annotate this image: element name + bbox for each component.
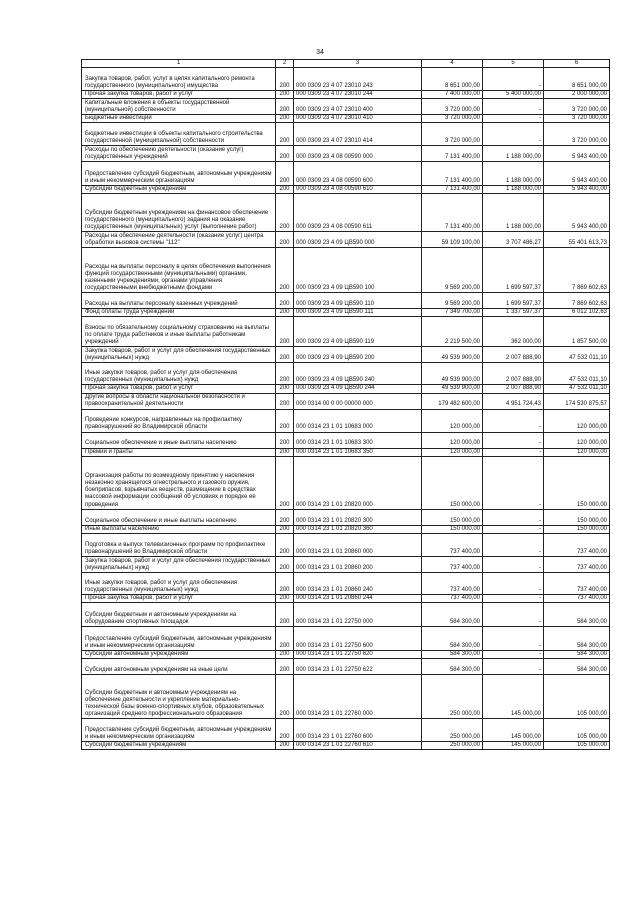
row-approved-amount: 7 131 400,00 [422,162,483,186]
row-remaining-amount: 584 300,00 [544,626,610,650]
row-code: 200 [276,626,294,650]
column-header: 6 [544,60,610,68]
row-code: 200 [276,232,294,248]
row-classification-code: 000 0309 23 4 07 23010 414 [294,123,422,146]
row-remaining-amount: 150 000,00 [544,509,610,525]
row-name: Иные закупки товаров, работ и услуг для обеспечения государственных (муниципальных) нужд [82,363,276,385]
row-code: 200 [276,572,294,594]
row-remaining-amount: 2 000 000,00 [544,91,610,99]
row-classification-code: 000 0309 23 4 09 ЦВ590 240 [294,363,422,385]
row-approved-amount: 737 400,00 [422,572,483,594]
row-classification-code: 000 0314 23 1 01 10683 350 [294,448,422,456]
row-approved-amount: 8 651 000,00 [422,68,483,91]
row-approved-amount: 7 131 400,00 [422,194,483,232]
row-name: Закупка товаров, работ и услуг для обеспечения государственных (муниципальных) нужд [82,347,276,363]
row-remaining-amount: 584 300,00 [544,658,610,674]
row-name: Капитальные вложения в объекты государственной (муниципальной) собственности [82,99,276,115]
row-code: 200 [276,186,294,194]
row-approved-amount: 150 000,00 [422,509,483,525]
row-code: 200 [276,393,294,409]
table-row [82,91,610,99]
row-classification-code: 000 0314 23 1 01 20860 244 [294,594,422,602]
row-classification-code: 000 0314 23 1 01 20820 360 [294,525,422,533]
row-remaining-amount: 5 943 400,00 [544,146,610,162]
row-executed-amount: 2 007 888,90 [483,363,544,385]
row-classification-code: 000 0314 23 1 01 22750 000 [294,602,422,626]
row-classification-code: 000 0309 23 4 09 ЦВ590 119 [294,317,422,347]
table-row [82,718,610,741]
row-classification-code: 000 0314 23 1 01 20820 000 [294,456,422,509]
row-remaining-amount: 3 720 000,00 [544,123,610,146]
row-remaining-amount: 7 869 602,63 [544,248,610,293]
row-name: Бюджетные инвестиции в объекты капитального строительства государственной (муниципальной) собственности [82,123,276,146]
table-row [82,509,610,525]
row-name: Субсидии бюджетным учреждениям [82,186,276,194]
row-classification-code: 000 0314 23 1 01 22750 622 [294,658,422,674]
row-remaining-amount: 47 532 011,10 [544,385,610,393]
row-executed-amount: 362 000,00 [483,317,544,347]
table-row [82,448,610,456]
row-name: Предоставление субсидий бюджетным, автономным учреждениям и иным некоммерческим организациям [82,162,276,186]
row-classification-code: 000 0309 23 4 08 00590 600 [294,162,422,186]
row-name: Иные выплаты населению [82,525,276,533]
row-classification-code: 000 0314 23 1 01 10683 000 [294,409,422,432]
row-code: 200 [276,594,294,602]
table-row [82,741,610,749]
row-executed-amount: - [483,602,544,626]
column-header: 5 [483,60,544,68]
table-row [82,347,610,363]
row-name: Взносы по обязательному социальному страхованию на выплаты по оплате труда работников и иные выплаты работникам учреждений [82,317,276,347]
column-header: 3 [294,60,422,68]
row-code: 200 [276,658,294,674]
row-name: Премии и гранты [82,448,276,456]
row-executed-amount: 2 007 888,90 [483,385,544,393]
row-code: 200 [276,248,294,293]
table-body [82,68,610,750]
row-executed-amount: 3 707 486,27 [483,232,544,248]
row-name: Субсидии бюджетным и автономным учреждениям на обеспечение деятельности и укрепление материально-технической базы военно-спортивных клубов, образовательных организаций среднего профессионального образования [82,674,276,718]
row-approved-amount: 7 131 400,00 [422,146,483,162]
row-remaining-amount: 3 720 000,00 [544,99,610,115]
row-code: 200 [276,115,294,123]
table-row [82,556,610,572]
row-name: Иные закупки товаров, работ и услуг для обеспечения государственных (муниципальных) нужд [82,572,276,594]
row-code: 200 [276,602,294,626]
row-code: 200 [276,194,294,232]
row-code: 200 [276,674,294,718]
row-name: Прочая закупка товаров, работ и услуг [82,385,276,393]
row-classification-code: 000 0314 23 1 01 22750 600 [294,626,422,650]
row-executed-amount: 5 400 000,00 [483,91,544,99]
row-executed-amount: - [483,556,544,572]
row-remaining-amount: 737 400,00 [544,594,610,602]
table-row [82,650,610,658]
row-remaining-amount: 584 300,00 [544,650,610,658]
row-approved-amount: 3 720 000,00 [422,123,483,146]
row-name: Бюджетные инвестиции [82,115,276,123]
row-executed-amount: 1 699 597,37 [483,248,544,293]
row-classification-code: 000 0314 23 1 01 20820 300 [294,509,422,525]
row-classification-code: 000 0309 23 4 08 00590 610 [294,186,422,194]
row-classification-code: 000 0314 23 1 01 10683 300 [294,432,422,448]
row-approved-amount: 584 300,00 [422,658,483,674]
row-approved-amount: 49 539 900,00 [422,363,483,385]
row-code: 200 [276,509,294,525]
row-name: Расходы по обеспечению деятельности (оказание услуг) государственных учреждений [82,146,276,162]
row-executed-amount: 1 188 000,00 [483,162,544,186]
row-name: Закупка товаров, работ и услуг для обеспечения государственных (муниципальных) нужд [82,556,276,572]
row-remaining-amount: 120 000,00 [544,448,610,456]
table-row [82,432,610,448]
row-remaining-amount: 1 857 500,00 [544,317,610,347]
table-row [82,248,610,293]
table-row [82,393,610,409]
row-executed-amount: - [483,594,544,602]
row-executed-amount: - [483,509,544,525]
row-code: 200 [276,347,294,363]
row-remaining-amount: 47 532 011,10 [544,363,610,385]
row-name: Расходы на выплаты персоналу в целях обеспечения выполнения функций государственными (муниципальными) органами, казенными учреждениями, органами управления государственными внебюджетными фондами [82,248,276,293]
row-executed-amount: 145 000,00 [483,674,544,718]
row-remaining-amount: 6 012 102,63 [544,309,610,317]
table-row [82,194,610,232]
row-approved-amount: 179 482 600,00 [422,393,483,409]
row-approved-amount: 2 219 500,00 [422,317,483,347]
row-remaining-amount: 7 869 602,63 [544,293,610,309]
row-code: 200 [276,385,294,393]
row-name: Субсидии бюджетным и автономным учреждениям на оборудование спортивных площадок [82,602,276,626]
table-row [82,602,610,626]
row-executed-amount: - [483,123,544,146]
row-name: Фонд оплаты труда учреждений [82,309,276,317]
row-code: 200 [276,448,294,456]
table-row [82,309,610,317]
row-approved-amount: 120 000,00 [422,448,483,456]
row-executed-amount: - [483,115,544,123]
row-approved-amount: 737 400,00 [422,594,483,602]
row-executed-amount: - [483,409,544,432]
column-header: 1 [82,60,276,68]
row-executed-amount: 2 007 888,90 [483,347,544,363]
row-remaining-amount: 737 400,00 [544,572,610,594]
table-row [82,293,610,309]
row-remaining-amount: 150 000,00 [544,456,610,509]
row-approved-amount: 584 300,00 [422,602,483,626]
row-classification-code: 000 0309 23 4 09 ЦВ590 244 [294,385,422,393]
row-remaining-amount: 5 943 400,00 [544,162,610,186]
row-classification-code: 000 0314 23 1 01 20860 240 [294,572,422,594]
row-code: 200 [276,533,294,556]
row-approved-amount: 7 400 000,00 [422,91,483,99]
row-remaining-amount: 737 400,00 [544,533,610,556]
row-name: Субсидии автономным учреждениям на иные цели [82,658,276,674]
row-classification-code: 000 0314 23 1 01 22760 610 [294,741,422,749]
row-name: Прочая закупка товаров, работ и услуг [82,594,276,602]
row-name: Прочая закупка товаров, работ и услуг [82,91,276,99]
table-row [82,525,610,533]
table-row [82,115,610,123]
row-executed-amount: 1 188 000,00 [483,146,544,162]
table-row [82,363,610,385]
row-executed-amount: - [483,68,544,91]
row-classification-code: 000 0309 23 4 08 00590 611 [294,194,422,232]
row-name: Расходы на обеспечение деятельности (оказание услуг) центра обработки вызовов системы "112" [82,232,276,248]
row-approved-amount: 59 109 100,00 [422,232,483,248]
row-code: 200 [276,363,294,385]
row-approved-amount: 250 000,00 [422,718,483,741]
row-remaining-amount: 3 720 000,00 [544,115,610,123]
row-classification-code: 000 0309 23 4 09 ЦВ590 100 [294,248,422,293]
row-name: Субсидии бюджетным учреждениям [82,741,276,749]
row-remaining-amount: 120 000,00 [544,432,610,448]
table-row [82,674,610,718]
table-row [82,186,610,194]
row-approved-amount: 3 720 000,00 [422,99,483,115]
table-row [82,317,610,347]
row-code: 200 [276,456,294,509]
row-classification-code: 000 0309 23 4 09 ЦВ590 200 [294,347,422,363]
row-name: Другие вопросы в области национальной безопасности и правоохранительной деятельности [82,393,276,409]
row-name: Подготовка и выпуск телевизионных программ по профилактике правонарушений во Владимирской области [82,533,276,556]
row-executed-amount: - [483,626,544,650]
row-remaining-amount: 150 000,00 [544,525,610,533]
table-row [82,232,610,248]
row-approved-amount: 584 300,00 [422,650,483,658]
row-remaining-amount: 120 000,00 [544,409,610,432]
row-code: 200 [276,146,294,162]
row-executed-amount: - [483,448,544,456]
row-code: 200 [276,68,294,91]
row-executed-amount: - [483,650,544,658]
row-classification-code: 000 0314 23 1 01 22760 600 [294,718,422,741]
row-code: 200 [276,293,294,309]
row-name: Проведение конкурсов, направленных на профилактику правонарушений во Владимирской области [82,409,276,432]
row-name: Социальное обеспечение и иные выплаты населению [82,509,276,525]
row-approved-amount: 584 300,00 [422,626,483,650]
row-remaining-amount: 105 000,00 [544,674,610,718]
row-approved-amount: 3 720 000,00 [422,115,483,123]
table-row [82,123,610,146]
row-approved-amount: 49 539 900,00 [422,385,483,393]
table-row [82,146,610,162]
row-code: 200 [276,409,294,432]
row-classification-code: 000 0314 23 1 01 20860 000 [294,533,422,556]
row-classification-code: 000 0309 23 4 07 23010 243 [294,68,422,91]
row-approved-amount: 250 000,00 [422,741,483,749]
row-approved-amount: 150 000,00 [422,525,483,533]
row-executed-amount: - [483,572,544,594]
row-code: 200 [276,556,294,572]
row-executed-amount: 1 699 597,37 [483,293,544,309]
row-classification-code: 000 0314 23 1 01 20860 200 [294,556,422,572]
row-executed-amount: 1 337 597,37 [483,309,544,317]
row-approved-amount: 737 400,00 [422,556,483,572]
row-name: Расходы на выплаты персоналу казенных учреждений [82,293,276,309]
row-remaining-amount: 174 530 875,57 [544,393,610,409]
row-remaining-amount: 5 943 400,00 [544,186,610,194]
column-header: 4 [422,60,483,68]
row-remaining-amount: 55 401 613,73 [544,232,610,248]
budget-execution-table [81,59,610,750]
column-header: 2 [276,60,294,68]
row-executed-amount: - [483,525,544,533]
row-executed-amount: 1 188 000,00 [483,186,544,194]
row-remaining-amount: 8 651 000,00 [544,68,610,91]
table-row [82,626,610,650]
row-executed-amount: 145 000,00 [483,741,544,749]
row-remaining-amount: 105 000,00 [544,718,610,741]
table-row [82,162,610,186]
table-row [82,68,610,91]
row-classification-code: 000 0314 23 1 01 22750 620 [294,650,422,658]
row-executed-amount: - [483,533,544,556]
row-approved-amount: 737 400,00 [422,533,483,556]
row-approved-amount: 7 349 700,00 [422,309,483,317]
table-row [82,456,610,509]
row-approved-amount: 9 569 200,00 [422,248,483,293]
row-code: 200 [276,91,294,99]
row-executed-amount: 1 188 000,00 [483,194,544,232]
row-executed-amount: - [483,658,544,674]
row-name: Закупка товаров, работ, услуг в целях капитального ремонта государственного (муниципального) имущества [82,68,276,91]
row-name: Организация работы по возмездному принятию у населения незаконно хранящегося огнестрельного и газового оружия, боеприпасов, взрывчатых веществ, размещение в средствах массовой информации сообщений об условиях и порядке ее проведения [82,456,276,509]
table-row [82,594,610,602]
row-code: 200 [276,718,294,741]
row-code: 200 [276,741,294,749]
table-row [82,658,610,674]
row-remaining-amount: 584 300,00 [544,602,610,626]
table-row [82,385,610,393]
row-remaining-amount: 737 400,00 [544,556,610,572]
row-code: 200 [276,123,294,146]
row-classification-code: 000 0314 23 1 01 22760 000 [294,674,422,718]
row-classification-code: 000 0309 23 4 09 ЦВ590 111 [294,309,422,317]
row-name: Субсидии бюджетным учреждениям на финансовое обеспечение государственного (муниципального) задания на оказание государственных (муниципальных) услуг (выполнение работ) [82,194,276,232]
table-row [82,99,610,115]
table-row [82,572,610,594]
row-approved-amount: 9 569 200,00 [422,293,483,309]
row-executed-amount: - [483,99,544,115]
row-executed-amount: 145 000,00 [483,718,544,741]
row-code: 200 [276,525,294,533]
row-classification-code: 000 0314 00 0 00 00000 000 [294,393,422,409]
row-approved-amount: 120 000,00 [422,409,483,432]
page-number: 34 [316,49,324,56]
row-classification-code: 000 0309 23 4 07 23010 400 [294,99,422,115]
row-name: Предоставление субсидий бюджетным, автономным учреждениям и иным некоммерческим организациям [82,718,276,741]
table-row [82,409,610,432]
row-approved-amount: 120 000,00 [422,432,483,448]
row-approved-amount: 150 000,00 [422,456,483,509]
table-row [82,533,610,556]
row-code: 200 [276,99,294,115]
row-code: 200 [276,650,294,658]
row-remaining-amount: 47 532 011,10 [544,347,610,363]
row-remaining-amount: 5 943 400,00 [544,194,610,232]
row-name: Социальное обеспечение и иные выплаты населению [82,432,276,448]
row-classification-code: 000 0309 23 4 08 00590 000 [294,146,422,162]
row-classification-code: 000 0309 23 4 07 23010 410 [294,115,422,123]
row-executed-amount: - [483,456,544,509]
row-executed-amount: - [483,432,544,448]
column-number-row [82,60,610,68]
row-remaining-amount: 105 000,00 [544,741,610,749]
row-approved-amount: 49 539 900,00 [422,347,483,363]
row-approved-amount: 250 000,00 [422,674,483,718]
row-code: 200 [276,317,294,347]
row-name: Субсидии автономным учреждениям [82,650,276,658]
row-name: Предоставление субсидий бюджетным, автономным учреждениям и иным некоммерческим организациям [82,626,276,650]
row-classification-code: 000 0309 23 4 09 ЦВ590 000 [294,232,422,248]
row-code: 200 [276,309,294,317]
row-classification-code: 000 0309 23 4 07 23010 244 [294,91,422,99]
row-executed-amount: 4 951 724,43 [483,393,544,409]
row-approved-amount: 7 131 400,00 [422,186,483,194]
row-code: 200 [276,432,294,448]
row-code: 200 [276,162,294,186]
row-classification-code: 000 0309 23 4 09 ЦВ590 110 [294,293,422,309]
